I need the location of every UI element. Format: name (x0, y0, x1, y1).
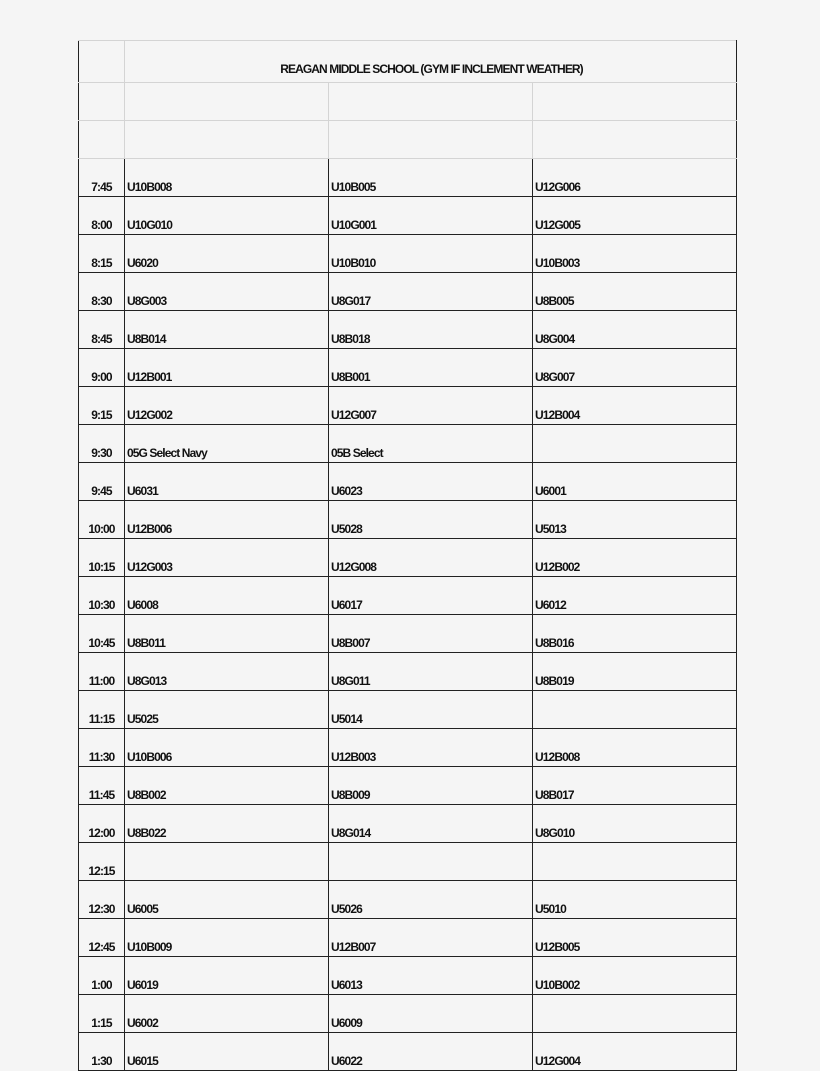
time-cell[interactable]: 1:15 (79, 995, 125, 1033)
time-cell[interactable]: 8:30 (79, 273, 125, 311)
field-1-team-cell[interactable]: U8B002 (125, 767, 329, 805)
time-cell[interactable]: 11:00 (79, 653, 125, 691)
time-cell[interactable]: 10:00 (79, 501, 125, 539)
time-cell[interactable]: 11:15 (79, 691, 125, 729)
time-cell[interactable]: 8:45 (79, 311, 125, 349)
field-1-team-cell[interactable]: U8G013 (125, 653, 329, 691)
schedule-row (79, 387, 737, 425)
field-2-team-cell[interactable]: U5014 (329, 691, 533, 729)
schedule-row (79, 273, 737, 311)
field-2-team-cell[interactable]: U12G008 (329, 539, 533, 577)
field-1-team-cell[interactable]: U6002 (125, 995, 329, 1033)
schedule-row (79, 995, 737, 1033)
time-cell[interactable]: 10:15 (79, 539, 125, 577)
blank-row (79, 83, 737, 121)
field-3-team-cell[interactable] (533, 425, 737, 463)
time-cell[interactable]: 8:00 (79, 197, 125, 235)
field-2-team-cell[interactable]: 05B Select (329, 425, 533, 463)
field-3-team-cell[interactable]: U8B005 (533, 273, 737, 311)
schedule-row (79, 1033, 737, 1071)
field-2-team-cell[interactable]: U8B001 (329, 349, 533, 387)
empty-cell[interactable] (329, 121, 533, 159)
field-2-team-cell[interactable]: U6023 (329, 463, 533, 501)
field-1-team-cell[interactable]: U6005 (125, 881, 329, 919)
schedule-row (79, 539, 737, 577)
field-1-team-cell[interactable]: U12G002 (125, 387, 329, 425)
field-1-team-cell[interactable]: U10G010 (125, 197, 329, 235)
time-cell[interactable]: 10:30 (79, 577, 125, 615)
field-1-team-cell[interactable]: U8B014 (125, 311, 329, 349)
field-1-team-cell[interactable]: U10B006 (125, 729, 329, 767)
empty-cell[interactable] (79, 41, 125, 83)
empty-cell[interactable] (329, 83, 533, 121)
time-cell[interactable]: 11:30 (79, 729, 125, 767)
field-3-team-cell[interactable]: U12G005 (533, 197, 737, 235)
field-3-team-cell[interactable]: U8B019 (533, 653, 737, 691)
schedule-row (79, 349, 737, 387)
field-3-team-cell[interactable]: U12B005 (533, 919, 737, 957)
empty-cell[interactable] (533, 83, 737, 121)
field-3-team-cell[interactable] (533, 995, 737, 1033)
field-2-team-cell[interactable]: U6013 (329, 957, 533, 995)
time-cell[interactable]: 7:45 (79, 159, 125, 197)
field-2-team-cell[interactable]: U12B007 (329, 919, 533, 957)
field-1-team-cell[interactable]: U8B011 (125, 615, 329, 653)
empty-cell[interactable] (125, 83, 329, 121)
time-cell[interactable]: 12:15 (79, 843, 125, 881)
empty-cell[interactable] (79, 121, 125, 159)
time-cell[interactable]: 12:45 (79, 919, 125, 957)
title-row (79, 41, 737, 83)
field-2-team-cell[interactable]: U8G017 (329, 273, 533, 311)
schedule-row (79, 501, 737, 539)
field-1-team-cell[interactable]: U10B009 (125, 919, 329, 957)
field-2-team-cell[interactable]: U8G014 (329, 805, 533, 843)
time-cell[interactable]: 1:00 (79, 957, 125, 995)
field-3-team-cell[interactable] (533, 843, 737, 881)
field-1-team-cell[interactable]: U8B022 (125, 805, 329, 843)
field-1-team-cell[interactable]: 05G Select Navy (125, 425, 329, 463)
schedule-row (79, 577, 737, 615)
schedule-row (79, 805, 737, 843)
field-3-team-cell[interactable]: U10B002 (533, 957, 737, 995)
field-1-team-cell[interactable]: U12G003 (125, 539, 329, 577)
field-3-team-cell[interactable]: U12B008 (533, 729, 737, 767)
field-2-team-cell[interactable]: U5028 (329, 501, 533, 539)
blank-row (79, 121, 737, 159)
field-1-team-cell[interactable]: U12B001 (125, 349, 329, 387)
schedule-row (79, 767, 737, 805)
field-2-team-cell[interactable] (329, 843, 533, 881)
schedule-row (79, 691, 737, 729)
field-3-team-cell[interactable]: U6012 (533, 577, 737, 615)
field-2-team-cell[interactable]: U8B009 (329, 767, 533, 805)
field-1-team-cell[interactable]: U6008 (125, 577, 329, 615)
field-1-team-cell[interactable] (125, 843, 329, 881)
field-1-team-cell[interactable]: U6015 (125, 1033, 329, 1071)
empty-cell[interactable] (533, 121, 737, 159)
schedule-row (79, 843, 737, 881)
field-2-team-cell[interactable]: U8B018 (329, 311, 533, 349)
field-3-team-cell[interactable]: U12G004 (533, 1033, 737, 1071)
field-1-team-cell[interactable]: U8G003 (125, 273, 329, 311)
field-3-team-cell[interactable]: U12B002 (533, 539, 737, 577)
schedule-table (78, 40, 737, 1071)
field-1-team-cell[interactable]: U6020 (125, 235, 329, 273)
time-cell[interactable]: 1:30 (79, 1033, 125, 1071)
schedule-row (79, 311, 737, 349)
time-cell[interactable]: 12:00 (79, 805, 125, 843)
field-2-team-cell[interactable]: U8G011 (329, 653, 533, 691)
field-2-team-cell[interactable]: U10B010 (329, 235, 533, 273)
field-3-team-cell[interactable]: U12B004 (533, 387, 737, 425)
time-cell[interactable]: 10:45 (79, 615, 125, 653)
time-cell[interactable]: 11:45 (79, 767, 125, 805)
schedule-row (79, 463, 737, 501)
field-1-team-cell[interactable]: U6031 (125, 463, 329, 501)
time-cell[interactable]: 12:30 (79, 881, 125, 919)
field-1-team-cell[interactable]: U10B008 (125, 159, 329, 197)
field-3-team-cell[interactable]: U8G010 (533, 805, 737, 843)
empty-cell[interactable] (79, 83, 125, 121)
field-1-team-cell[interactable]: U12B006 (125, 501, 329, 539)
schedule-row (79, 615, 737, 653)
time-cell[interactable]: 9:00 (79, 349, 125, 387)
schedule-row (79, 957, 737, 995)
field-3-team-cell[interactable]: U6001 (533, 463, 737, 501)
field-3-team-cell[interactable] (533, 691, 737, 729)
empty-cell[interactable] (125, 121, 329, 159)
field-1-team-cell[interactable]: U6019 (125, 957, 329, 995)
time-cell[interactable]: 9:45 (79, 463, 125, 501)
field-3-team-cell[interactable]: U8B016 (533, 615, 737, 653)
field-3-team-cell[interactable]: U8G004 (533, 311, 737, 349)
field-3-team-cell[interactable]: U5010 (533, 881, 737, 919)
field-1-team-cell[interactable]: U5025 (125, 691, 329, 729)
field-3-team-cell[interactable]: U8G007 (533, 349, 737, 387)
schedule-row (79, 425, 737, 463)
field-2-team-cell[interactable]: U5026 (329, 881, 533, 919)
schedule-row (79, 235, 737, 273)
field-2-team-cell[interactable]: U12B003 (329, 729, 533, 767)
field-2-team-cell[interactable]: U12G007 (329, 387, 533, 425)
time-cell[interactable]: 8:15 (79, 235, 125, 273)
time-cell[interactable]: 9:15 (79, 387, 125, 425)
schedule-row (79, 729, 737, 767)
field-2-team-cell[interactable]: U10B005 (329, 159, 533, 197)
schedule-row (79, 197, 737, 235)
field-2-team-cell[interactable]: U6017 (329, 577, 533, 615)
field-3-team-cell[interactable]: U10B003 (533, 235, 737, 273)
schedule-row (79, 653, 737, 691)
schedule-row (79, 919, 737, 957)
field-2-team-cell[interactable]: U10G001 (329, 197, 533, 235)
field-3-team-cell[interactable]: U5013 (533, 501, 737, 539)
field-2-team-cell[interactable]: U6009 (329, 995, 533, 1033)
schedule-row (79, 881, 737, 919)
field-2-team-cell[interactable]: U6022 (329, 1033, 533, 1071)
schedule-row (79, 159, 737, 197)
location-title[interactable]: REAGAN MIDDLE SCHOOL (GYM IF INCLEMENT WEATHER) (125, 41, 737, 83)
field-3-team-cell[interactable]: U8B017 (533, 767, 737, 805)
time-cell[interactable]: 9:30 (79, 425, 125, 463)
field-2-team-cell[interactable]: U8B007 (329, 615, 533, 653)
field-3-team-cell[interactable]: U12G006 (533, 159, 737, 197)
